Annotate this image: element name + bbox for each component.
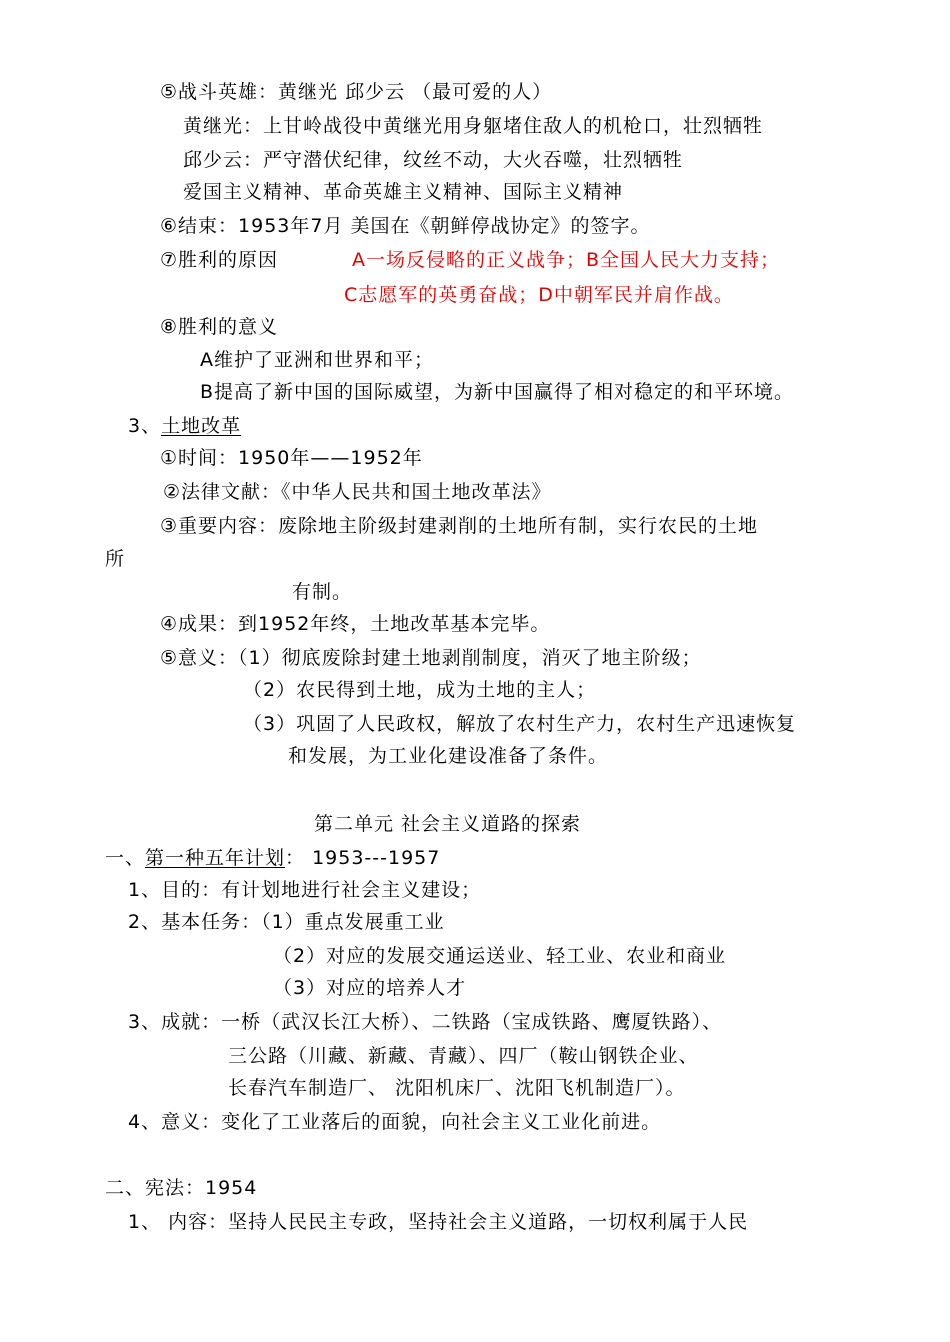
five-year-plan-title: 第一种五年计划 — [145, 847, 286, 869]
plan-achievement-1: 3、成就：一桥（武汉长江大桥）、二铁路（宝成铁路、鹰厦铁路）、 — [128, 1011, 723, 1033]
five-year-plan-prefix: 一、 — [105, 847, 146, 869]
spirit-line: 爱国主义精神、革命英雄主义精神、国际主义精神 — [183, 181, 624, 203]
plan-task-2: （2）对应的发展交通运送业、轻工业、农业和商业 — [273, 945, 727, 967]
land-reform-content-end: 有制。 — [292, 581, 353, 603]
plan-task-3: （3）对应的培养人才 — [273, 977, 467, 999]
victory-reasons-line-2: C志愿军的英勇奋战；D中朝军民并肩作战。 — [344, 284, 734, 306]
land-reform-meaning-3: （3）巩固了人民政权，解放了农村生产力，农村生产迅速恢复 — [243, 713, 797, 735]
plan-achievement-2: 三公路（川藏、新藏、青藏）、四厂（鞍山钢铁企业、 — [228, 1045, 699, 1067]
constitution-heading: 二、宪法：1954 — [105, 1177, 258, 1199]
plan-purpose: 1、目的：有计划地进行社会主义建设； — [128, 879, 482, 901]
unit2-title: 第二单元 社会主义道路的探索 — [314, 813, 582, 835]
significance-a: A维护了亚洲和世界和平； — [200, 349, 434, 371]
land-reform-heading — [128, 414, 241, 438]
plan-achievement-3: 长春汽车制造厂、 沈阳机床厂、沈阳飞机制造厂）。 — [228, 1077, 686, 1099]
land-reform-content: ③重要内容：废除地主阶级封建剥削的土地所有制，实行农民的土地 — [160, 515, 759, 537]
five-year-plan-heading — [105, 846, 440, 870]
victory-reasons-line-1: A一场反侵略的正义战争；B全国人民大力支持； — [352, 249, 781, 271]
plan-task-1: 2、基本任务：（1）重点发展重工业 — [128, 911, 445, 933]
victory-significance-label: ⑧胜利的意义 — [160, 316, 279, 338]
constitution-content: 1、 内容：坚持人民民主专政，坚持社会主义道路，一切权利属于人民 — [128, 1211, 749, 1233]
land-reform-result: ④成果：到1952年终，土地改革基本完毕。 — [160, 613, 551, 635]
heroes-heading: ⑤战斗英雄：黄继光 邱少云 （最可爱的人） — [160, 81, 553, 103]
land-reform-meaning-2: （2）农民得到土地，成为土地的主人； — [243, 679, 597, 701]
hero-huang-jiguang: 黄继光：上甘岭战役中黄继光用身躯堵住敌人的机枪口，壮烈牺牲 — [183, 115, 764, 137]
land-reform-meaning-1: ⑤意义：（1）彻底废除封建土地剥削制度，消灭了地主阶级； — [160, 647, 702, 669]
land-reform-meaning-3-cont: 和发展，为工业化建设准备了条件。 — [288, 745, 609, 767]
land-reform-number: 3、 — [128, 415, 162, 437]
hero-qiu-shaoyun: 邱少云：严守潜伏纪律，纹丝不动，大火吞噬，壮烈牺牲 — [183, 149, 684, 171]
significance-b: B提高了新中国的国际威望，为新中国赢得了相对稳定的和平环境。 — [200, 381, 795, 403]
land-reform-law: ②法律文献：《中华人民共和国土地改革法》 — [163, 481, 552, 503]
land-reform-time: ①时间：1950年——1952年 — [160, 447, 423, 469]
war-end-line: ⑥结束：1953年7月 美国在《朝鲜停战协定》的签字。 — [160, 215, 651, 237]
five-year-plan-years: ： 1953---1957 — [285, 847, 441, 869]
land-reform-title: 土地改革 — [161, 415, 242, 437]
plan-meaning: 4、意义：变化了工业落后的面貌，向社会主义工业化前进。 — [128, 1111, 662, 1133]
victory-reasons-label: ⑦胜利的原因 — [160, 249, 279, 271]
land-reform-content-wrap: 所 — [105, 548, 126, 570]
